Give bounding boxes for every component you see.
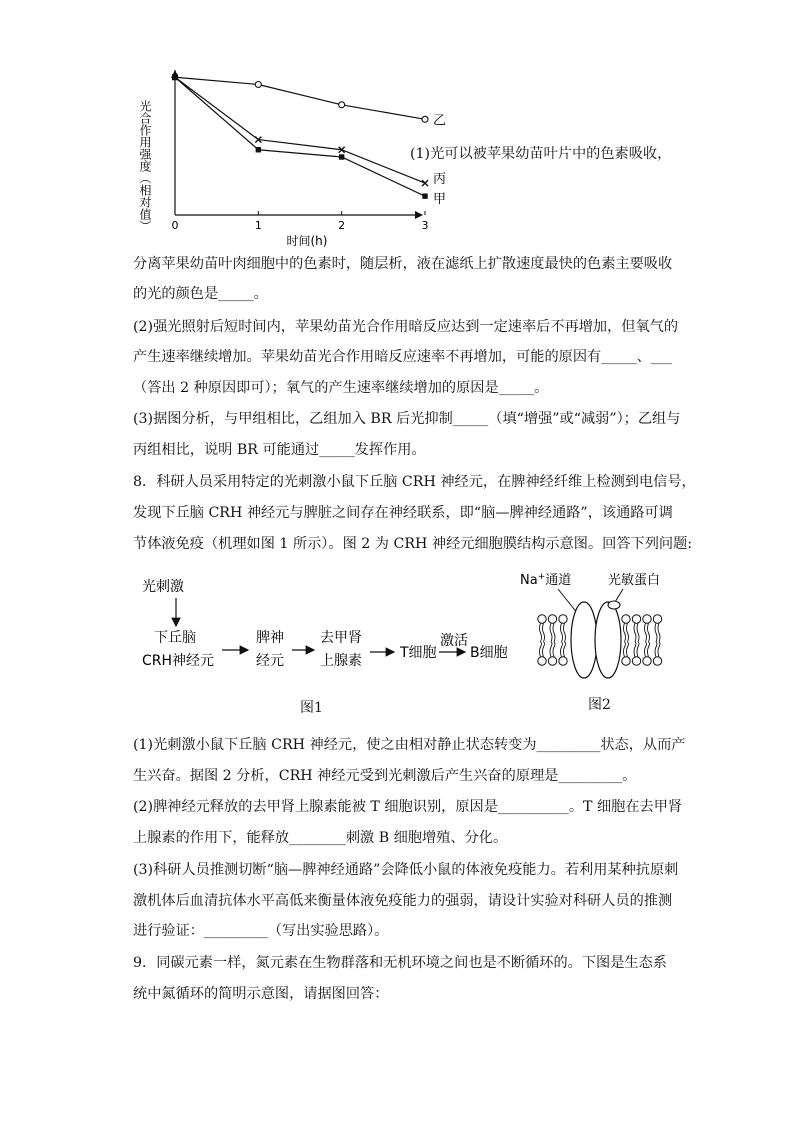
x-tick-label: 3 <box>421 219 429 232</box>
photosensitive-protein <box>608 601 620 609</box>
lipid-head <box>559 615 567 623</box>
figure1-flow-diagram <box>130 570 530 680</box>
q8-intro-line2: 发现下丘脑 CRH 神经元与脾脏之间存在神经联系，即“脑—脾神经通路”，该通路可调 <box>133 505 673 521</box>
q8-part2-line1: (2)脾神经元释放的去甲肾上腺素能被 T 细胞识别，原因是__________。T 细胞在去甲肾 <box>133 799 683 815</box>
lipid-head <box>643 615 651 623</box>
lipid-tail <box>634 623 639 642</box>
lipid-tail <box>624 623 629 642</box>
series-line-丙 <box>175 77 425 183</box>
fig1-spleen-neuron-label-1: 脾神 <box>256 630 284 646</box>
q8-part3-line1: (3)科研人员推测切断“脑—脾神经通路”会降低小鼠的体液免疫能力。若利用某种抗原刺 <box>133 862 679 878</box>
q9-line2: 统中氮循环的简明示意图，请据图回答： <box>133 986 389 1002</box>
q7-part3-line2: 丙组相比，说明 BR 可能通过_____发挥作用。 <box>133 442 426 458</box>
lipid-tail <box>550 642 555 657</box>
lipid-head <box>632 657 640 665</box>
point-甲 <box>256 147 261 152</box>
channel-protein-left <box>571 602 597 678</box>
fig2-caption: 图2 <box>588 697 611 713</box>
lipid-head <box>653 657 661 665</box>
q8-intro-line3: 节体液免疫（机理如图 1 所示）。图 2 为 CRH 神经元细胞膜结构示意图。回答下列问题: <box>133 536 693 552</box>
x-axis-label: 时间(h) <box>286 234 328 248</box>
q8-intro-line1: 8．科研人员采用特定的光刺激小鼠下丘脑 CRH 神经元，在脾神经纤维上检测到电信号， <box>133 474 696 490</box>
point-甲 <box>339 154 344 159</box>
fig1-t-cell-label: T细胞 <box>400 645 437 661</box>
q7-part1-line3: 的光的颜色是_____。 <box>133 286 268 302</box>
q7-part1-line2: 分离苹果幼苗叶肉细胞中的色素时，随层析，液在滤纸上扩散速度最快的色素主要吸收 <box>133 256 673 272</box>
channel-protein-right <box>595 602 621 678</box>
fig1-activate-label: 激活 <box>440 633 468 649</box>
point-甲 <box>422 193 427 198</box>
q8-part3-line3: 进行验证：_________（写出实验思路）。 <box>133 923 389 939</box>
fig1-spleen-neuron-label-2: 经元 <box>256 653 284 669</box>
q8-part2-line2: 上腺素的作用下，能释放________刺激 B 细胞增殖、分化。 <box>133 830 508 846</box>
q7-part2-line2: 产生速率继续增加。苹果幼苗光合作用暗反应速率不再增加，可能的原因有_____、___ <box>133 349 673 365</box>
fig2-na-pointer <box>558 589 578 614</box>
lipid-tail <box>550 623 555 642</box>
point-乙 <box>339 102 345 108</box>
fig2-photoprotein-label: 光敏蛋白 <box>608 573 661 588</box>
q7-part3-line1: (3)据图分析，与甲组相比，乙组加入 BR 后光抑制_____（填“增强”或“减弱”）；乙组与 <box>133 411 681 427</box>
lipid-tail <box>540 623 545 642</box>
lipid-tail <box>645 623 650 642</box>
lipid-tail <box>561 642 566 657</box>
figure2-membrane-diagram <box>520 568 668 683</box>
fig1-norepinephrine-label-2: 上腺素 <box>320 653 362 669</box>
point-丙 <box>422 180 428 186</box>
point-乙 <box>422 116 428 122</box>
x-tick-label: 1 <box>254 219 262 232</box>
lipid-head <box>643 657 651 665</box>
lipid-head <box>653 615 661 623</box>
lipid-head <box>632 615 640 623</box>
q8-part1-line2: 生兴奋。据图 2 分析，CRH 神经元受到光刺激后产生兴奋的原理是_________。 <box>133 768 637 784</box>
chart-axes <box>138 70 429 248</box>
y-axis-label: 光合作用强度（相对值） <box>138 100 152 232</box>
q9-line1: 9．同碳元素一样，氮元素在生物群落和无机环境之间也是不断循环的。下图是生态系 <box>133 955 667 971</box>
lipid-tail <box>624 642 629 657</box>
series-label-乙: 乙 <box>433 113 447 129</box>
lipid-tail <box>634 642 639 657</box>
lipid-head <box>548 657 556 665</box>
lipid-head <box>559 657 567 665</box>
lipid-tail <box>561 623 566 642</box>
series-label-甲: 甲 <box>433 192 447 208</box>
lipid-head <box>538 615 546 623</box>
fig1-norepinephrine-label-1: 去甲肾 <box>320 630 362 646</box>
fig1-b-cell-label: B细胞 <box>470 645 508 661</box>
q8-part1-line1: (1)光刺激小鼠下丘脑 CRH 神经元，使之由相对静止状态转变为_________状态，从而产 <box>133 737 686 753</box>
x-tick-label: 2 <box>338 219 346 232</box>
x-axis-arrow <box>415 211 423 219</box>
q7-part1-inline: (1)光可以被苹果幼苗叶片中的色素吸收， <box>410 146 672 162</box>
point-乙 <box>255 82 261 88</box>
lipid-head <box>622 657 630 665</box>
lipid-tail <box>645 642 650 657</box>
line-chart <box>125 60 447 248</box>
series-line-乙 <box>175 77 425 119</box>
lipid-head <box>538 657 546 665</box>
fig1-crh-neuron-label: CRH神经元 <box>142 653 215 669</box>
fig1-light-label: 光刺激 <box>142 579 184 595</box>
lipid-head <box>548 615 556 623</box>
lipid-tail <box>655 623 660 642</box>
lipid-head <box>622 615 630 623</box>
series-label-丙: 丙 <box>433 172 447 188</box>
fig2-na-label: Na+通道 <box>520 572 572 588</box>
lipid-tail <box>655 642 660 657</box>
fig2-photo-pointer <box>615 589 623 602</box>
q8-part3-line2: 激机体后血清抗体水平高低来衡量体液免疫能力的强弱，请设计实验对科研人员的推测 <box>133 893 673 909</box>
lipid-tail <box>540 642 545 657</box>
fig1-hypothalamus-label: 下丘脑 <box>154 630 196 646</box>
chart-marks <box>172 74 446 207</box>
q7-part2-line1: (2)强光照射后短时间内，苹果幼苗光合作用暗反应达到一定速率后不再增加，但氧气的 <box>133 319 679 335</box>
q7-part2-line3: （答出 2 种原因即可）；氧气的产生速率继续增加的原因是_____。 <box>133 380 549 396</box>
x-tick-label: 0 <box>171 219 179 232</box>
fig1-caption: 图1 <box>300 700 323 716</box>
